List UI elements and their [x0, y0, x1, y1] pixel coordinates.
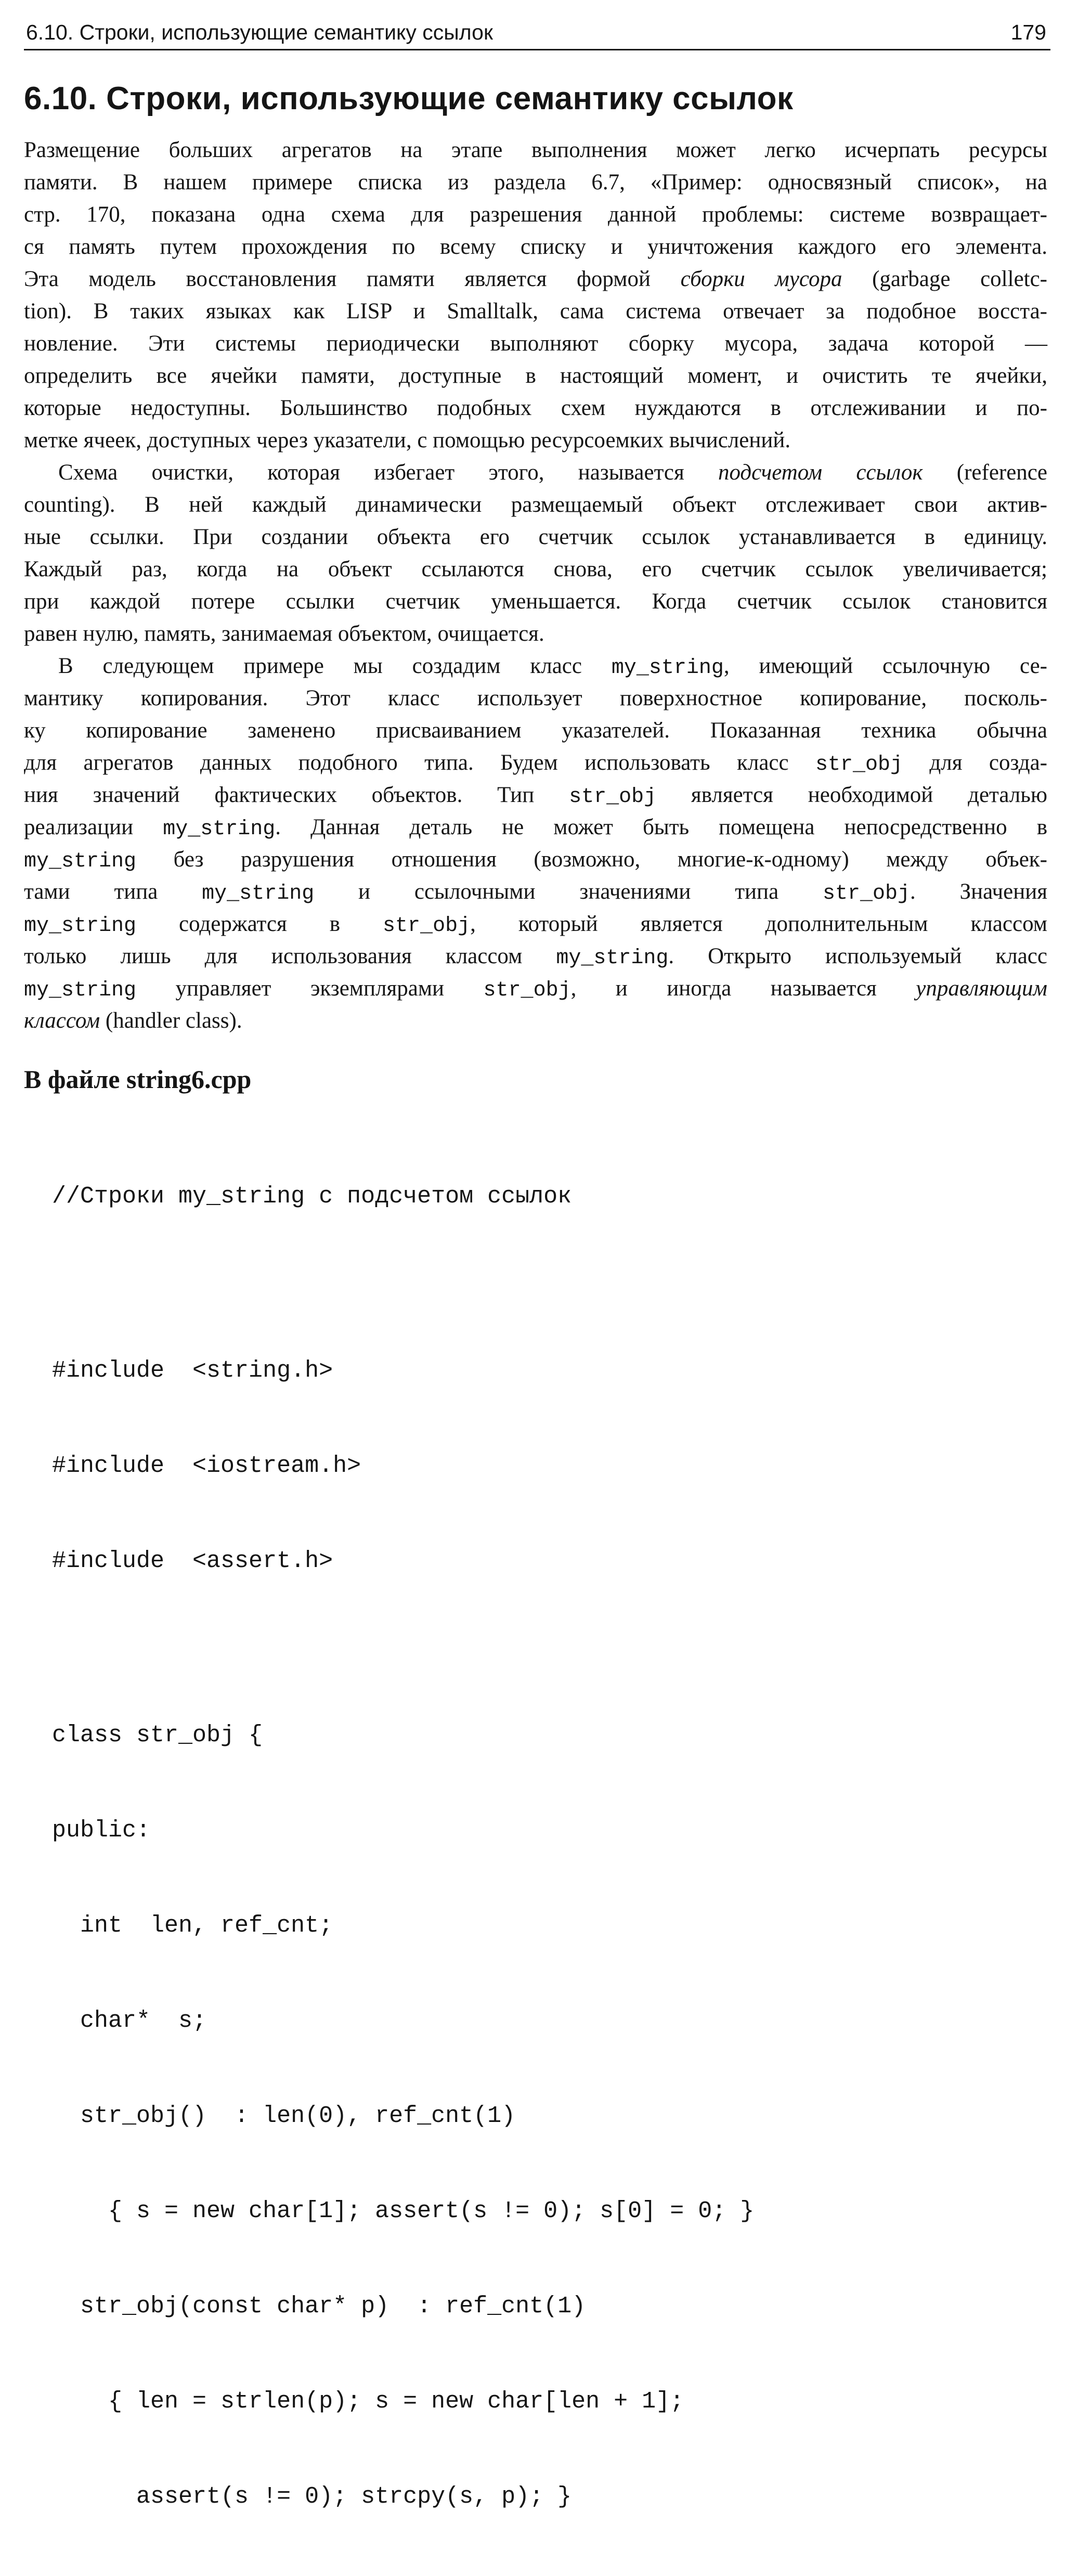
code-listing: [52, 1117, 754, 2576]
text-line: counting). В ней каждый динамически размещаемый объект отслеживает свои актив-: [24, 493, 1047, 517]
inline-code: my_string: [24, 914, 137, 938]
text-run: Схема очистки, которая избегает этого, называется: [58, 460, 718, 485]
text-run: . Значения: [910, 879, 1047, 904]
text-line: ные ссылки. При создании объекта его счетчик ссылок устанавливается в единицу.: [24, 525, 1047, 549]
inline-code: my_string: [24, 850, 137, 873]
code-line: char* s;: [52, 2008, 207, 2034]
inline-code: my_string: [24, 979, 137, 1002]
code-line: #include <string.h>: [52, 1357, 333, 1384]
text-run: . Данная деталь не может быть помещена непосредственно в: [275, 815, 1048, 839]
inline-code: str_obj: [383, 914, 471, 938]
text-line: ку копирование заменено присваиванием указателей. Показанная техника обычна: [24, 718, 1047, 743]
inline-code: my_string: [202, 882, 315, 905]
text-line: [24, 973, 1047, 1005]
text-line: [24, 457, 1047, 489]
code-line: str_obj(const char* p) : ref_cnt(1): [52, 2293, 586, 2320]
text-run: (garbage colletc-: [842, 267, 1048, 291]
term-reference-counting: подсчетом ссылок: [718, 460, 923, 485]
text-line: при каждой потере ссылки счетчик уменьшается. Когда счетчик ссылок становится: [24, 589, 1047, 614]
file-heading: В файле string6.cpp: [24, 1065, 252, 1094]
text-run: , который является дополнительным классом: [470, 912, 1047, 936]
text-run: ния значений фактических объектов. Тип: [24, 783, 569, 807]
text-line: [24, 908, 1047, 940]
code-line: public:: [52, 1817, 151, 1844]
text-line: [24, 940, 1047, 973]
term-handler-class: классом: [24, 1008, 100, 1033]
code-line: #include <iostream.h>: [52, 1453, 361, 1479]
text-run: только лишь для использования классом: [24, 944, 556, 968]
inline-code: my_string: [611, 656, 724, 680]
text-run: , имеющий ссылочную се-: [723, 654, 1047, 678]
term-garbage-collection: сборки мусора: [680, 267, 842, 291]
page-number: 179: [1010, 20, 1046, 44]
text-run: тами типа: [24, 879, 202, 904]
inline-code: str_obj: [569, 785, 657, 809]
text-line: tion). В таких языках как LISP и Smalltalk, сама система отвечает за подобное восста-: [24, 299, 1047, 323]
running-title: 6.10. Строки, использующие семантику ссылок: [26, 20, 493, 44]
term-handler-class: управляющим: [916, 976, 1047, 1001]
text-run: управляет экземплярами: [136, 976, 484, 1001]
text-line: [24, 844, 1047, 876]
text-line: мантику копирования. Этот класс использует поверхностное копирование, посколь-: [24, 686, 1047, 710]
code-line: int len, ref_cnt;: [52, 1912, 333, 1939]
code-comment: //Строки my_string с подсчетом ссылок: [52, 1183, 572, 1210]
text-run: является необходимой деталью: [656, 783, 1048, 807]
running-header: [24, 16, 1050, 50]
code-line: { len = strlen(p); s = new char[len + 1];: [52, 2388, 684, 2415]
text-line: Размещение больших агрегатов на этапе выполнения может легко исчерпать ресурсы: [24, 138, 1047, 162]
text-line: новление. Эти системы периодически выполняют сборку мусора, задача которой —: [24, 331, 1047, 356]
inline-code: my_string: [163, 818, 276, 841]
inline-code: str_obj: [822, 882, 910, 905]
text-line: [24, 811, 1047, 844]
text-run: для созда-: [903, 750, 1047, 775]
code-line: class str_obj {: [52, 1722, 263, 1749]
text-line: определить все ячейки памяти, доступные в настоящий момент, и очистить те ячейки,: [24, 364, 1047, 388]
text-run: Эта модель восстановления памяти является формой: [24, 267, 681, 291]
text-run: без разрушения отношения (возможно, многие-к-одному) между объек-: [136, 847, 1047, 872]
text-line: [24, 263, 1047, 295]
text-line: [24, 779, 1047, 811]
text-run: , и иногда называется: [570, 976, 916, 1001]
text-run: (reference: [923, 460, 1047, 485]
text-run: и ссылочными значениями типа: [314, 879, 823, 904]
inline-code: str_obj: [483, 979, 571, 1002]
text-run: содержатся в: [136, 912, 383, 936]
code-line: { s = new char[1]; assert(s != 0); s[0] = 0; }: [52, 2198, 755, 2224]
text-run: . Открыто используемый класс: [668, 944, 1047, 968]
text-line: метке ячеек, доступных через указатели, с помощью ресурсоемких вычислений.: [24, 428, 791, 452]
text-line: которые недоступны. Большинство подобных схем нуждаются в отслеживании и по-: [24, 396, 1047, 420]
text-run: В следующем примере мы создадим класс: [58, 654, 612, 678]
section-title: 6.10. Строки, использующие семантику ссылок: [24, 81, 794, 116]
text-line: [24, 747, 1047, 779]
inline-code: my_string: [556, 947, 669, 970]
text-line: равен нулю, память, занимаемая объектом, очищается.: [24, 622, 544, 646]
text-line: памяти. В нашем примере списка из раздела 6.7, «Пример: односвязный список», на: [24, 170, 1047, 195]
inline-code: str_obj: [815, 753, 903, 776]
code-line: assert(s != 0); strcpy(s, p); }: [52, 2483, 572, 2510]
text-line: ся память путем прохождения по всему списку и уничтожения каждого его элемента.: [24, 235, 1047, 259]
text-line: Каждый раз, когда на объект ссылаются снова, его счетчик ссылок увеличивается;: [24, 557, 1047, 581]
text-line: [24, 650, 1047, 682]
code-line: str_obj() : len(0), ref_cnt(1): [52, 2103, 516, 2129]
text-run: (handler class).: [100, 1008, 242, 1033]
code-line: #include <assert.h>: [52, 1548, 333, 1574]
text-run: реализации: [24, 815, 163, 839]
body-text: [24, 134, 1047, 1037]
text-run: для агрегатов данных подобного типа. Будем использовать класс: [24, 750, 815, 775]
text-line: [24, 876, 1047, 908]
text-line: стр. 170, показана одна схема для разрешения данной проблемы: системе возвращает-: [24, 202, 1047, 227]
text-line: [24, 1005, 1047, 1037]
